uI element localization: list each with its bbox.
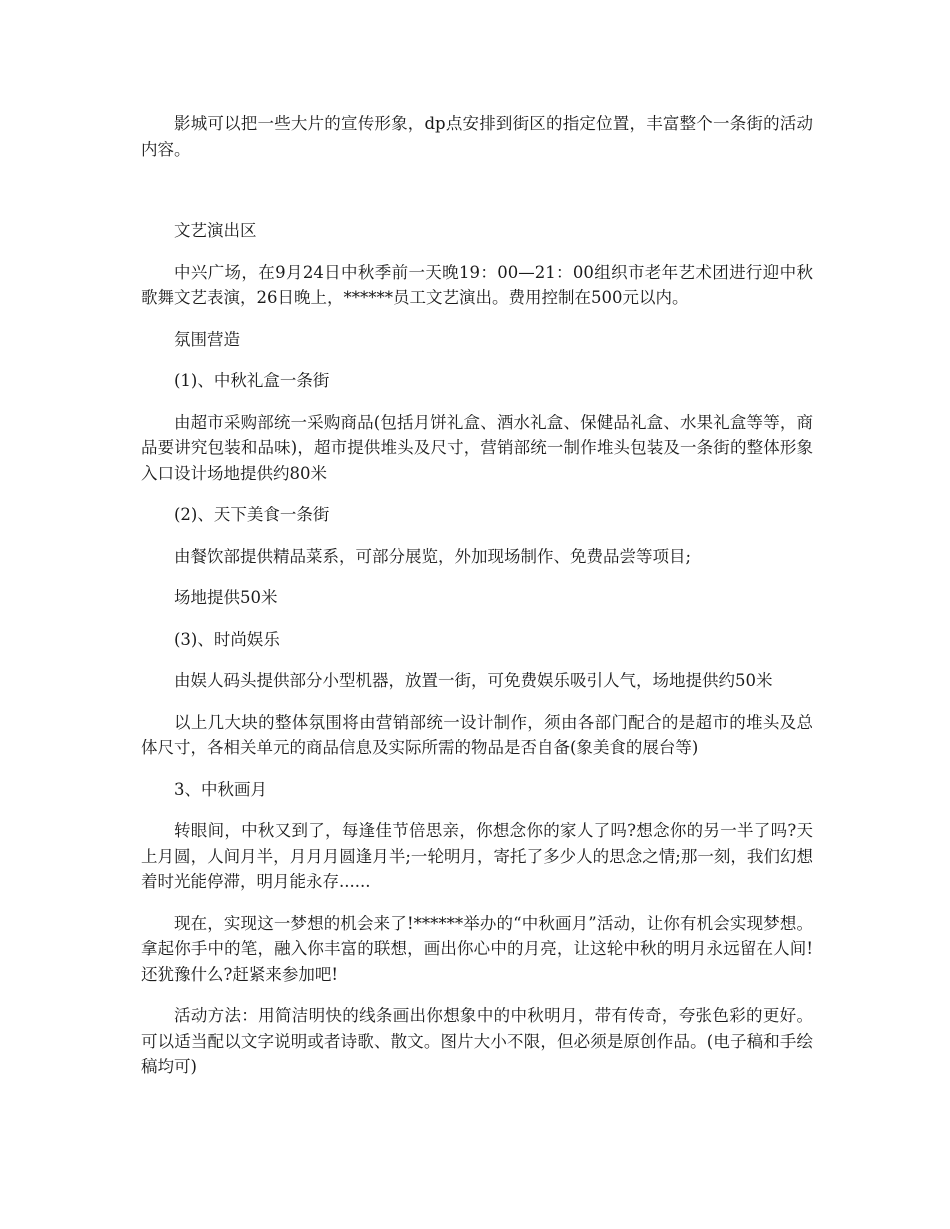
paragraph-food-space: 场地提供50米 xyxy=(174,588,278,607)
heading-atmosphere: 氛围营造 xyxy=(174,329,240,349)
paragraph-moon-intro: 转眼间，中秋又到了，每逢佳节倍思亲，你想念你的家人了吗?想念你的另一半了吗?天上月圆，人间月半，月月月圆逢月半;一轮明月，寄托了多少人的思念之情;那一刻，我们幻想着时光能停滞，明月能永存...... xyxy=(141,821,813,891)
paragraph-cinema-promo: 影城可以把一些大片的宣传形象，dp点安排到街区的指定位置，丰富整个一条街的活动内容。 xyxy=(141,114,813,159)
document-body xyxy=(141,111,813,1096)
heading-food-street: (2)、天下美食一条街 xyxy=(174,505,330,524)
heading-moon-drawing: 3、中秋画月 xyxy=(174,779,267,799)
heading-gift-box-street: (1)、中秋礼盒一条街 xyxy=(174,371,330,390)
paragraph-entertainment: 由娱人码头提供部分小型机器，放置一街，可免费娱乐吸引人气，场地提供约50米 xyxy=(174,671,773,690)
paragraph-overall-atmosphere: 以上几大块的整体氛围将由营销部统一设计制作，须由各部门配合的是超市的堆头及总体尺寸，各相关单元的商品信息及实际所需的物品是否自备(象美食的展台等) xyxy=(141,712,813,757)
paragraph-performance-schedule: 中兴广场，在9月24日中秋季前一天晚19：00—21：00组织市老年艺术团进行迎中秋歌舞文艺表演，26日晚上，******员工文艺演出。费用控制在500元以内。 xyxy=(141,262,813,307)
paragraph-moon-invitation: 现在，实现这一梦想的机会来了!******举办的“中秋画月”活动，让你有机会实现梦想。拿起你手中的笔，融入你丰富的联想，画出你心中的月亮，让这轮中秋的明月永远留在人间!还犹豫什么?赶紧来参加吧! xyxy=(141,913,813,984)
paragraph-food-street: 由餐饮部提供精品菜系，可部分展览，外加现场制作、免费品尝等项目; xyxy=(174,546,692,566)
paragraph-activity-method: 活动方法：用简洁明快的线条画出你想象中的中秋明月，带有传奇，夸张色彩的更好。可以适当配以文字说明或者诗歌、散文。图片大小不限，但必须是原创作品。(电子稿和手绘稿均可) xyxy=(141,1006,813,1076)
paragraph-gift-box-street: 由超市采购部统一采购商品(包括月饼礼盒、酒水礼盒、保健品礼盒、水果礼盒等等，商品要讲究包装和品味)，超市提供堆头及尺寸，营销部统一制作堆头包装及一条街的整体形象入口设计场地提供约80米 xyxy=(141,412,813,483)
heading-performance-area: 文艺演出区 xyxy=(174,221,257,240)
heading-entertainment: (3)、时尚娱乐 xyxy=(174,629,280,649)
